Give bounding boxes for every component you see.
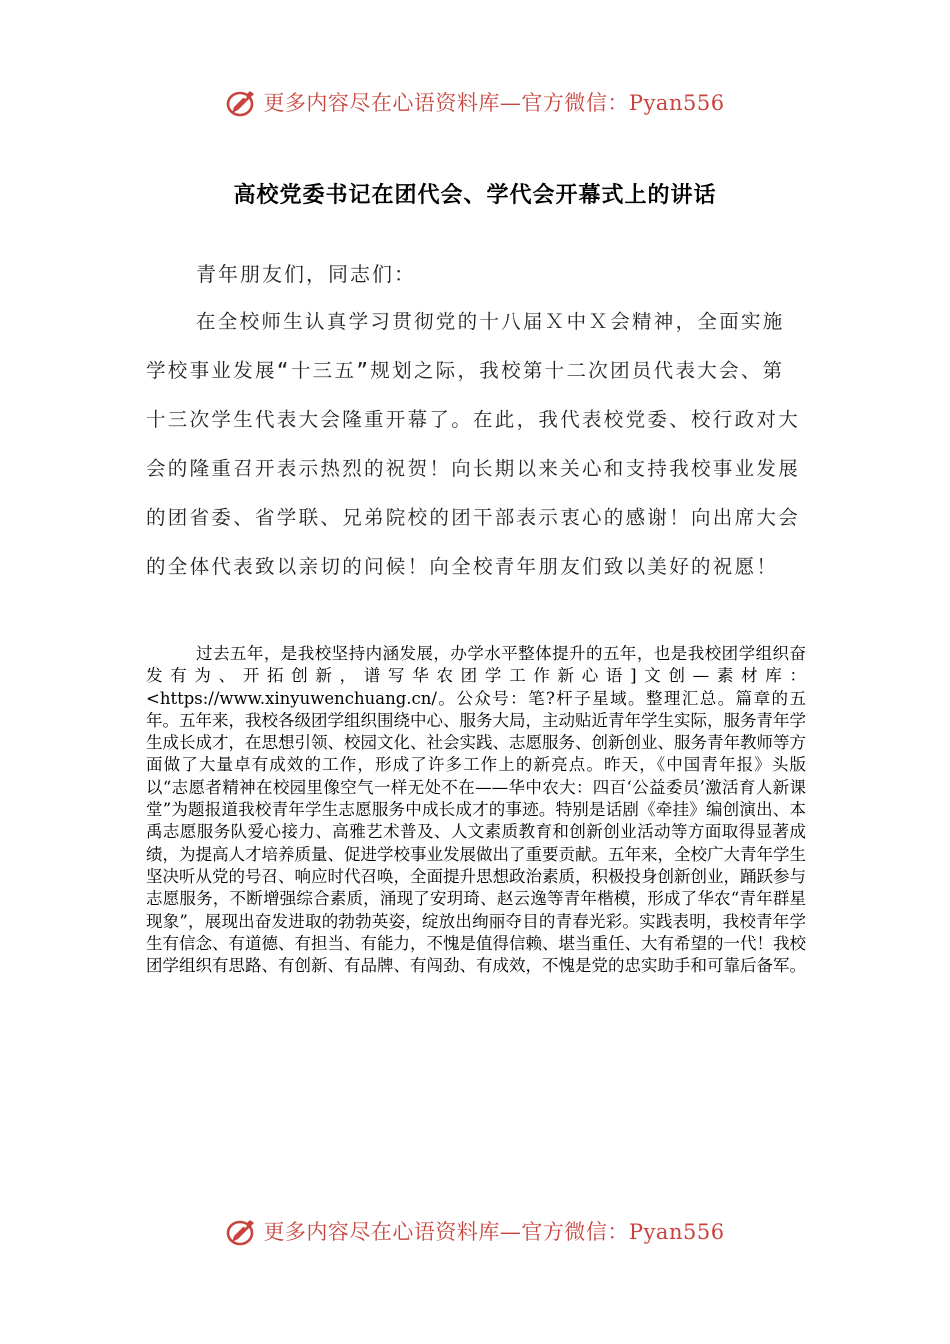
greeting: 青年朋友们，同志们：: [196, 262, 416, 286]
pen-circle-icon: [225, 85, 259, 119]
paragraph-body: 过去五年，是我校坚持内涵发展，办学水平整体提升的五年，也是我校团学组织奋发有为、开拓创新，谱写华农团学工作新心语]文创—素材库：<https://www.xinyuwenchuang.cn/。公众号：笔?杆子星域。整理汇总。篇章的五年。五年来，我校各级团学组织围绕中心、服务大局，主动贴近青年学生实际，服务青年学生成长成才，在思想引领、校园文化、社会实践、志愿服务、创新创业、服务青年教师等方面做了大量卓有成效的工作，形成了许多工作上的新亮点。昨天，《中国青年报》头版以“志愿者精神在校园里像空气一样无处不在——华中农大：四百‘公益委员’激活育人新课堂”为题报道我校青年学生志愿服务中成长成才的事迹。特别是话剧《牵挂》编创演出、本禹志愿服务队爱心接力、高雅艺术普及、人文素质教育和创新创业活动等方面取得显著成绩，为提高人才培养质量、促进学校事业发展做出了重要贡献。五年来，全校广大青年学生坚决听从党的号召、响应时代召唤，全面提升思想政治素质，积极投身创新创业，踊跃参与志愿服务，不断增强综合素质，涌现了安玥琦、赵云逸等青年楷模，形成了华农“青年群星现象”，展现出奋发进取的勃勃英姿，绽放出绚丽夺目的青春光彩。实践表明，我校青年学生有信念、有道德、有担当、有能力，不愧是值得信赖、堪当重任、大有希望的一代！我校团学组织有思路、有创新、有品牌、有闯劲、有成效，不愧是党的忠实助手和可靠后备军。: [146, 644, 806, 976]
watermark-banner-bottom: [0, 1209, 950, 1253]
paragraph-opening: 在全校师生认真学习贯彻党的十八届Ｘ中Ｘ会精神，全面实施学校事业发展“十三五”规划之际，我校第十二次团员代表大会、第十三次学生代表大会隆重开幕了。在此，我代表校党委、校行政对大会的隆重召开表示热烈的祝贺！向长期以来关心和支持我校事业发展的团省委、省学联、兄弟院校的团干部表示衷心的感谢！向出席大会的全体代表致以亲切的问候！向全校青年朋友们致以美好的祝愿！: [146, 310, 801, 578]
document-title: 高校党委书记在团代会、学代会开幕式上的讲话: [233, 183, 717, 208]
watermark-text: 更多内容尽在心语资料库—官方微信：Pyan556: [263, 1220, 725, 1244]
watermark-text: 更多内容尽在心语资料库—官方微信：Pyan556: [263, 91, 725, 115]
pen-circle-icon: [225, 1214, 259, 1248]
watermark-banner-top: [0, 80, 950, 124]
